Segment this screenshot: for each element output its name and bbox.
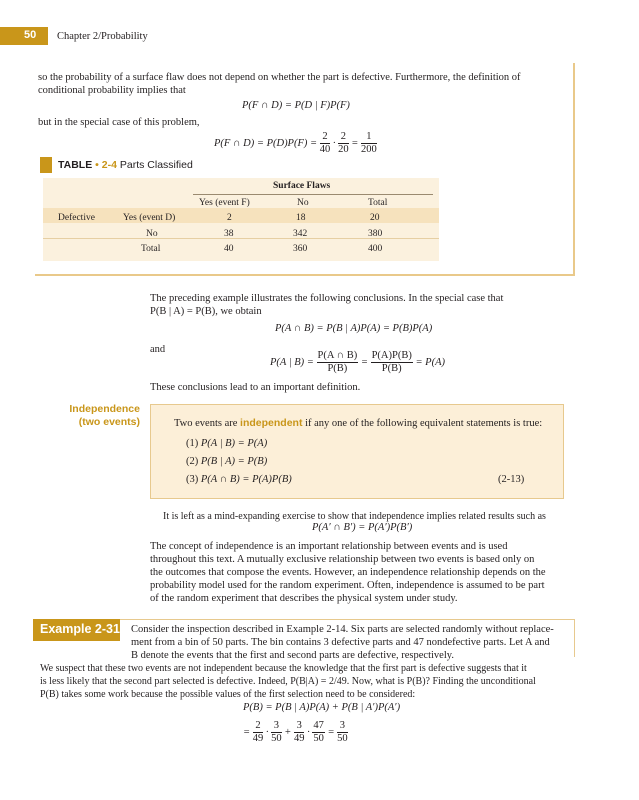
example-text-line-1: so the probability of a surface flaw does not depend on whether the part is defective. Furthermore, the definition of [38, 72, 521, 83]
equation-operator: = [327, 726, 335, 738]
table-cell: 360 [293, 244, 308, 254]
fraction-denominator: P(B) [381, 363, 402, 374]
fraction-denominator: 40 [319, 144, 331, 155]
body-and: and [150, 344, 166, 355]
equation-operator: · [307, 726, 310, 738]
definition-item-number: (1) [186, 438, 199, 449]
fraction-denominator: 50 [271, 733, 282, 744]
equation-conditional [270, 350, 445, 375]
definition-box [150, 404, 564, 499]
table-group-header: Surface Flaws [273, 181, 331, 191]
equation-rhs: = P(A) [415, 356, 445, 368]
definition-item [186, 437, 267, 450]
table-row-label: No [146, 229, 158, 239]
example-rule [120, 619, 575, 620]
example-rule-side [574, 619, 575, 657]
example-2-31-line: ment from a bin of 50 parts. The bin contains 3 defective parts and 47 nondefective parts. Let A and [131, 637, 550, 648]
example-2-31-line: Consider the inspection described in Example 2-14. Six parts are selected randomly without replace- [131, 624, 554, 635]
table-cell: 2 [227, 213, 232, 223]
example-2-31-para: We suspect that these two events are not independent because the knowledge that the first part is defective suggests that it [40, 663, 527, 674]
definition-intro-text: Two events are [174, 418, 241, 429]
body-line-2: P(B | A) = P(B), we obtain [150, 306, 262, 317]
table-caption-title: Parts Classified [119, 159, 193, 171]
equation-lhs: P(F ∩ D) = P(D)P(F) = [214, 137, 318, 149]
fraction-denominator: 50 [337, 733, 348, 744]
fraction-denominator: P(B) [327, 363, 348, 374]
example-text-line-2: conditional probability implies that [38, 85, 186, 96]
column-header-no: No [297, 198, 309, 208]
margin-note-independence [60, 403, 140, 428]
body2-para-line: throughout this text. A mutually exclusive relationship between two events is based only on [150, 554, 535, 565]
fraction-numerator: 3 [271, 720, 282, 733]
definition-item [186, 455, 267, 468]
definition-statement: P(B | A) = P(B) [200, 456, 268, 467]
table-row-label: Total [141, 244, 161, 254]
equation-operator: · [332, 137, 336, 149]
equation-special-case [214, 131, 377, 156]
fraction-denominator: 49 [293, 733, 305, 744]
definition-intro-text: if any one of the following equivalent statements is true: [302, 418, 543, 429]
table-caption-number: 2-4 [101, 159, 117, 171]
fraction-numerator: P(A)P(B) [371, 350, 412, 361]
example-2-31-line: B denote the events that the first and second parts are defective, respectively. [131, 650, 454, 661]
table-header-rule [193, 194, 433, 195]
equation-operator: = [243, 726, 251, 738]
table-cell: 400 [368, 244, 383, 254]
definition-item-number: (3) [186, 474, 199, 485]
table-cell: 380 [368, 229, 383, 239]
fraction-denominator: 49 [252, 733, 264, 744]
equation-total-probability: P(B) = P(B | A)P(A) + P(B | A′)P(A′) [243, 702, 401, 713]
fraction-numerator: 3 [294, 720, 305, 733]
example-2-31-label: Example 2-31 [40, 622, 120, 636]
fraction-numerator: 3 [337, 720, 348, 733]
fraction-numerator: P(A ∩ B) [317, 350, 358, 361]
fraction-numerator: 47 [313, 720, 324, 731]
table-caption [58, 159, 193, 171]
running-head: Chapter 2/Probability [57, 31, 148, 42]
margin-note-line: (two events) [78, 415, 140, 428]
equation-lhs: P(A | B) = [270, 356, 314, 368]
definition-intro [174, 417, 542, 430]
example-2-31-para: is less likely that the second part selected is defective. Indeed, P(B|A) = 2/49. Now, what is P(B)? Finding the unconditional [40, 676, 536, 687]
fraction-numerator: 2 [253, 720, 264, 733]
body-line-3: These conclusions lead to an important definition. [150, 382, 361, 393]
fraction-numerator: 2 [320, 131, 331, 144]
example-text-line-3: but in the special case of this problem, [38, 117, 200, 128]
table-caption-bullet: • [95, 159, 99, 171]
example-2-31-para: P(B) takes some work because the possible values of the first selection need to be considered: [40, 689, 416, 700]
table-cell: 40 [224, 244, 234, 254]
definition-item-number: (2) [186, 456, 199, 467]
body-line-1: The preceding example illustrates the following conclusions. In the special case that [150, 293, 504, 304]
body2-para-line: the outcomes that compose the events. However, an independence relationship depends on the [150, 567, 546, 578]
column-header-total: Total [368, 198, 388, 208]
table-cell: 342 [293, 229, 308, 239]
fraction-numerator: 2 [338, 131, 349, 144]
table-cell: 18 [296, 213, 306, 223]
fraction-denominator: 20 [338, 144, 349, 155]
equation-number: (2-13) [498, 474, 525, 485]
row-group-label: Defective [58, 213, 95, 223]
body2-para-line: of the random experiment that describes the physical system under study. [150, 593, 458, 604]
page-number: 50 [24, 29, 37, 41]
fraction-denominator: 200 [360, 144, 377, 155]
column-header-yes: Yes (event F) [199, 198, 250, 208]
definition-statement: P(A | B) = P(A) [200, 438, 268, 449]
table-cell: 38 [224, 229, 234, 239]
fraction-numerator: 1 [361, 131, 377, 144]
table-cell: 20 [370, 213, 380, 223]
definition-item [186, 473, 292, 486]
margin-note-line: Independence [69, 403, 140, 415]
body2-para-line: The concept of independence is an important relationship between events and is used [150, 541, 508, 552]
body2-para-line: probability model used for the random experiment. Often, independence is assumed to be part [150, 580, 545, 591]
parts-classified-table [43, 178, 439, 261]
definition-term: independent [240, 417, 303, 429]
fraction-denominator: 50 [313, 733, 324, 744]
body2-line-1: It is left as a mind-expanding exercise to show that independence implies related results such as [163, 511, 546, 522]
equation-total-probability-values [243, 720, 348, 745]
equation-operator: · [265, 726, 269, 738]
table-row-label: Yes (event D) [123, 213, 176, 223]
definition-statement: P(A ∩ B) = P(A)P(B) [200, 474, 292, 485]
equation-product-rule: P(A ∩ B) = P(B | A)P(A) = P(B)P(A) [275, 323, 433, 334]
equation-intersection-f-d: P(F ∩ D) = P(D | F)P(F) [242, 100, 350, 111]
equation-operator: = [360, 356, 368, 368]
equation-complements: P(A′ ∩ B′) = P(A′)P(B′) [312, 522, 413, 533]
table-caption-prefix: TABLE [58, 159, 93, 171]
equation-operator: = [351, 137, 359, 149]
equation-operator: + [284, 726, 292, 738]
table-marker [40, 157, 52, 173]
